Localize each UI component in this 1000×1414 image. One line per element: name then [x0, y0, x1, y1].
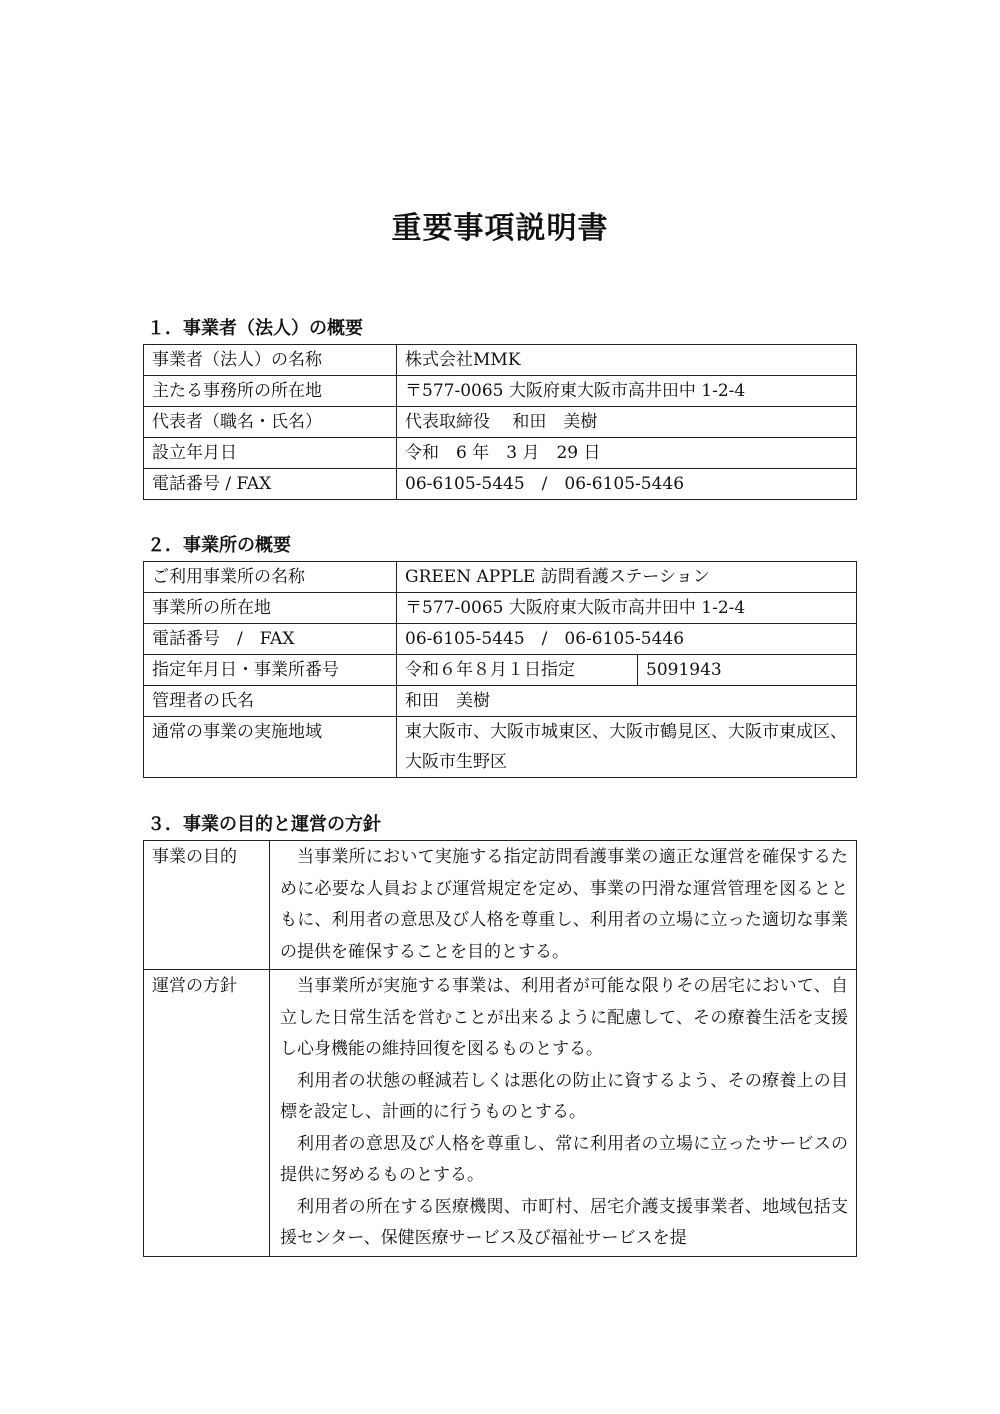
policy-text-cell: [270, 970, 857, 1257]
purpose-text: 当事業所において実施する指定訪問看護事業の適正な運営を確保するために必要な人員および運営規定を定め、事業の円滑な運営管理を図るとともに、利用者の意思及び人格を尊重し、利用者の立場に立った適切な事業の提供を確保することを目的とする。: [280, 847, 848, 962]
head-office-address-label: 主たる事務所の所在地: [144, 376, 397, 407]
designation-label: 指定年月日・事業所番号: [144, 655, 397, 686]
policy-paragraph: 利用者の意思及び人格を尊重し、常に利用者の立場に立ったサービスの提供に努めるものとする。: [280, 1133, 848, 1185]
purpose-label: 事業の目的: [144, 841, 270, 970]
office-name-label: ご利用事業所の名称: [144, 562, 397, 593]
table-row: [144, 593, 857, 624]
manager-name-value: 和田 美樹: [397, 686, 857, 717]
office-overview-table: [143, 561, 857, 778]
table-row: [144, 686, 857, 717]
service-area-label: 通常の事業の実施地域: [144, 717, 397, 778]
table-row: [144, 717, 857, 778]
table-row: [144, 438, 857, 469]
policy-label: 運営の方針: [144, 970, 270, 1257]
purpose-text-cell: [270, 841, 857, 970]
established-date-label: 設立年月日: [144, 438, 397, 469]
company-phone-fax-label: 電話番号 / FAX: [144, 469, 397, 500]
purpose-policy-table: [143, 840, 857, 1257]
table-row: [144, 970, 857, 1257]
office-address-label: 事業所の所在地: [144, 593, 397, 624]
service-area-value: 東大阪市、大阪市城東区、大阪市鶴見区、大阪市東成区、大阪市生野区: [397, 717, 857, 778]
table-row: [144, 624, 857, 655]
page-title: 重要事項説明書: [391, 211, 609, 246]
established-date-value: 令和 6 年 3 月 29 日: [397, 438, 857, 469]
section2-heading: ２．事業所の概要: [147, 535, 291, 556]
policy-paragraph: 当事業所が実施する事業は、利用者が可能な限りその居宅において、自立した日常生活を営むことが出来るように配慮して、その療養生活を支援し心身機能の維持回復を図るものとする。: [280, 976, 848, 1059]
table-row: [144, 655, 857, 686]
office-phone-fax-value: 06-6105-5445 / 06-6105-5446: [397, 624, 857, 655]
designation-date-value: 令和６年８月１日指定: [397, 655, 638, 686]
table-row: [144, 345, 857, 376]
company-name-label: 事業者（法人）の名称: [144, 345, 397, 376]
section1-heading: １．事業者（法人）の概要: [147, 318, 363, 339]
representative-value: 代表取締役 和田 美樹: [397, 407, 857, 438]
policy-paragraph: 利用者の状態の軽減若しくは悪化の防止に資するよう、その療養上の目標を設定し、計画的に行うものとする。: [280, 1070, 848, 1122]
table-row: [144, 469, 857, 500]
company-phone-fax-value: 06-6105-5445 / 06-6105-5446: [397, 469, 857, 500]
table-row: [144, 841, 857, 970]
table-row: [144, 562, 857, 593]
company-name-value: 株式会社MMK: [397, 345, 857, 376]
table-row: [144, 376, 857, 407]
policy-paragraph: 利用者の所在する医療機関、市町村、居宅介護支援事業者、地域包括支援センター、保健医療サービス及び福祉サービスを提: [280, 1196, 848, 1248]
table-row: [144, 407, 857, 438]
office-phone-fax-label: 電話番号 / FAX: [144, 624, 397, 655]
head-office-address-value: 〒577-0065 大阪府東大阪市高井田中 1-2-4: [397, 376, 857, 407]
manager-name-label: 管理者の氏名: [144, 686, 397, 717]
section3-heading: ３．事業の目的と運営の方針: [147, 814, 381, 835]
representative-label: 代表者（職名・氏名）: [144, 407, 397, 438]
office-number-value: 5091943: [638, 655, 857, 686]
company-overview-table: [143, 344, 857, 500]
office-address-value: 〒577-0065 大阪府東大阪市高井田中 1-2-4: [397, 593, 857, 624]
office-name-value: GREEN APPLE 訪問看護ステーション: [397, 562, 857, 593]
